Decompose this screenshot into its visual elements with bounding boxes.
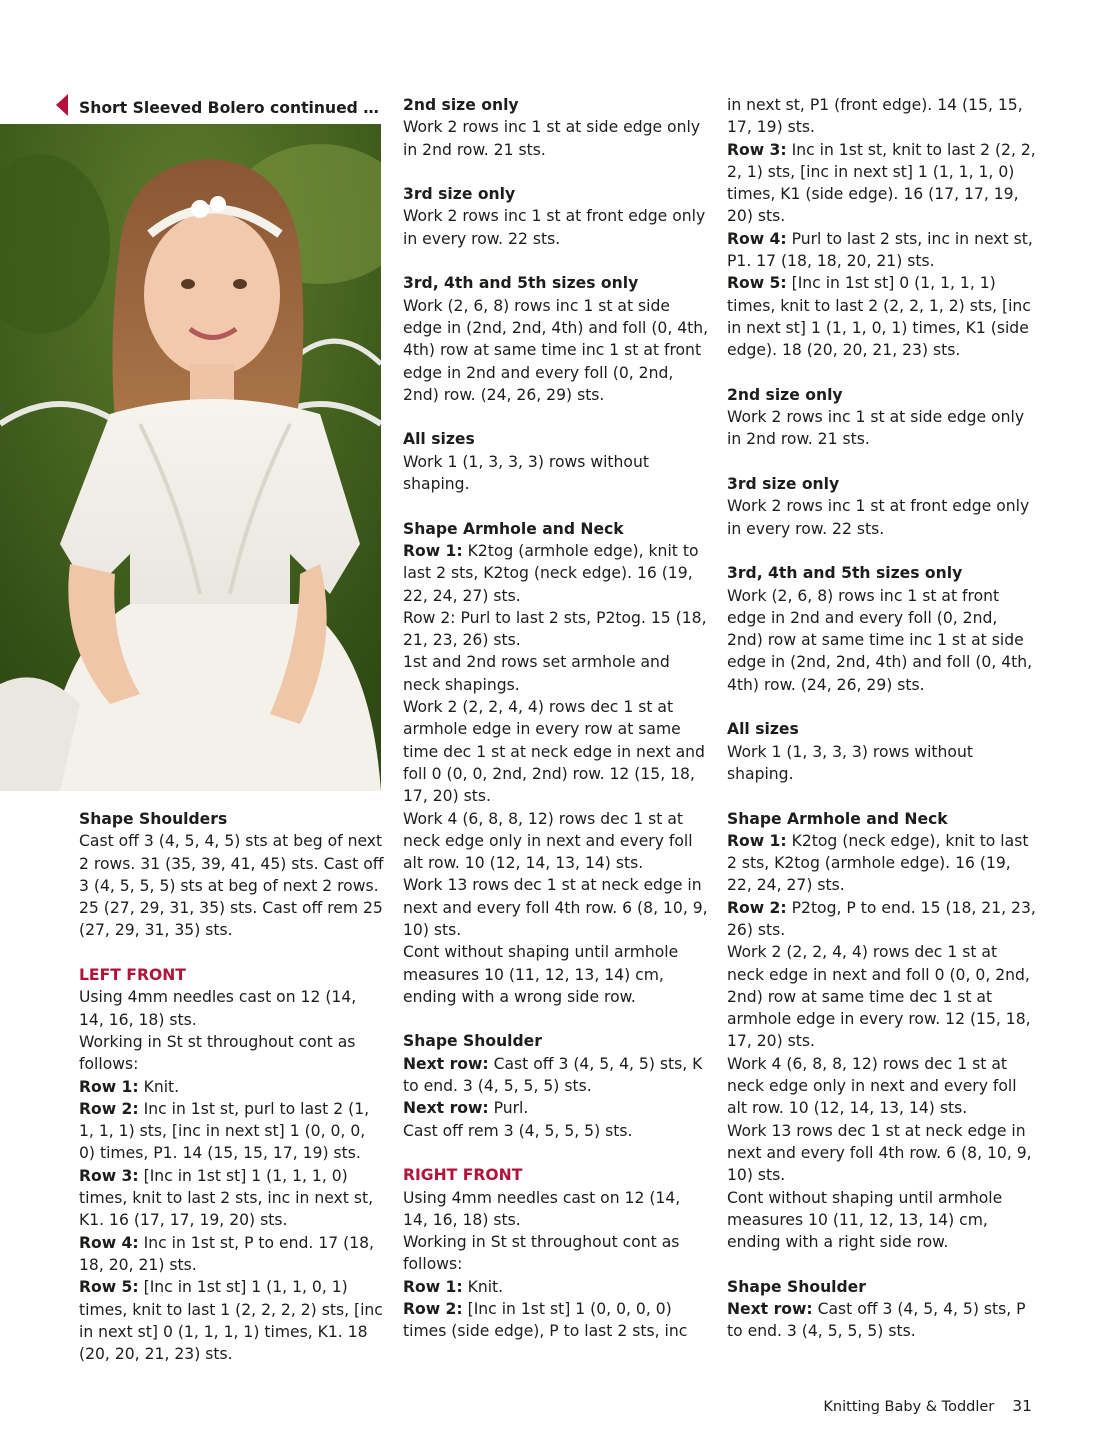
- armhole-work4-text: Work 4 (6, 8, 8, 12) rows dec 1 st at neck edge only in next and every foll alt row. 10 (12, 14, 13, 14) sts.: [403, 809, 693, 873]
- rf-armhole-work4-text: Work 4 (6, 8, 8, 12) rows dec 1 st at neck edge only in next and every foll alt row. 10 (12, 14, 13, 14) sts.: [727, 1054, 1017, 1118]
- shape-shoulder-heading: Shape Shoulder: [403, 1032, 542, 1051]
- rf-armhole-row-2-label: Row 2:: [727, 898, 787, 917]
- rf-size-345-section: [727, 562, 1037, 696]
- shape-shoulders-heading: Shape Shoulders: [79, 810, 228, 828]
- row-3-text: [Inc in 1st st] 1 (1, 1, 1, 0) times, knit to last 2 sts, inc in next st, K1. 16 (17, 17, 19, 20) sts.: [79, 1166, 374, 1230]
- size-2-section: [403, 94, 709, 161]
- row-4-text: Inc in 1st st, P to end. 17 (18, 18, 20, 21) sts.: [79, 1233, 375, 1274]
- rf-armhole-row-1-label: Row 1:: [727, 831, 787, 850]
- armhole-row-2-text: Row 2: Purl to last 2 sts, P2tog. 15 (18, 21, 23, 26) sts.: [403, 608, 707, 650]
- rf-armhole-work2-text: Work 2 (2, 2, 4, 4) rows dec 1 st at neck edge in next and foll 0 (0, 0, 2nd, 2nd) row at same time dec 1 st at armhole edge in every row. 12 (15, 18, 17, 20) sts.: [727, 943, 1031, 1051]
- size-345-text: Work (2, 6, 8) rows inc 1 st at side edge in (2nd, 2nd, 4th) and foll (0, 4th, 4th) row at same time inc 1 st at front edge in 2nd and every foll (0, 2nd, 2nd) row. (24, 26, 29) sts.: [403, 296, 709, 404]
- page-number: 31: [1012, 1397, 1032, 1415]
- all-sizes-heading: All sizes: [403, 430, 475, 449]
- rf-shape-armhole-heading: Shape Armhole and Neck: [727, 809, 948, 828]
- rf-armhole-row-1-text: K2tog (neck edge), knit to last 2 sts, K2tog (armhole edge). 16 (19, 22, 24, 27) sts.: [727, 831, 1029, 895]
- size-2-heading: 2nd size only: [403, 96, 519, 114]
- rf-all-sizes-text: Work 1 (1, 3, 3, 3) rows without shaping.: [727, 742, 973, 783]
- right-front-section: [403, 1164, 709, 1342]
- armhole-work2-text: Work 2 (2, 2, 4, 4) rows dec 1 st at armhole edge in every row at same time dec 1 st at neck edge in next and foll 0 (0, 0, 2nd, 2nd) row. 12 (15, 18, 17, 20) sts.: [403, 698, 705, 806]
- rf-size-3-section: [727, 473, 1037, 540]
- rf-row-5-text: [Inc in 1st st] 0 (1, 1, 1, 1) times, knit to last 2 (2, 2, 1, 2) sts, [inc in next st] 1 (1, 1, 0, 1) times, K1 (side edge). 18 (20, 20, 21, 23) sts.: [727, 274, 1031, 360]
- rf-continued-text: in next st, P1 (front edge). 14 (15, 15, 17, 19) sts.: [727, 96, 1023, 137]
- left-front-heading: LEFT FRONT: [79, 966, 186, 985]
- rf-shape-shoulder-section: [727, 1276, 1037, 1343]
- size-345-heading: 3rd, 4th and 5th sizes only: [403, 274, 639, 293]
- column-1: [79, 808, 384, 1365]
- rf-row-2-text: [Inc in 1st st] 1 (0, 0, 0, 0) times (side edge), P to last 2 sts, inc: [403, 1300, 688, 1341]
- column-3: [727, 94, 1037, 1343]
- left-front-intro: Using 4mm needles cast on 12 (14, 14, 16, 18) sts.: [79, 988, 357, 1029]
- rf-size-2-section: [727, 384, 1037, 451]
- armhole-cont-text: Cont without shaping until armhole measures 10 (11, 12, 13, 14) cm, ending with a wrong side row.: [403, 943, 679, 1006]
- size-3-section: [403, 183, 709, 250]
- row-1-label: Row 1:: [79, 1077, 139, 1096]
- shape-armhole-section: [403, 518, 709, 1009]
- shape-armhole-heading: Shape Armhole and Neck: [403, 519, 624, 538]
- rf-row-3-label: Row 3:: [727, 140, 787, 159]
- rf-row-4-label: Row 4:: [727, 229, 787, 248]
- rf-shape-armhole-section: [727, 808, 1037, 1254]
- page-footer: [823, 1395, 1032, 1418]
- size-3-heading: 3rd size only: [403, 185, 516, 204]
- rf-all-sizes-heading: All sizes: [727, 720, 799, 739]
- size-2-text: Work 2 rows inc 1 st at side edge only in 2nd row. 21 sts.: [403, 118, 701, 159]
- rf-size-2-heading: 2nd size only: [727, 385, 843, 404]
- rf-armhole-work13-text: Work 13 rows dec 1 st at neck edge in next and every foll 4th row. 6 (8, 10, 9, 10) sts.: [727, 1121, 1032, 1185]
- rf-row-2-label: Row 2:: [403, 1300, 463, 1319]
- rf-row-5-label: Row 5:: [727, 274, 787, 293]
- column-2: [403, 94, 709, 1343]
- all-sizes-text: Work 1 (1, 3, 3, 3) rows without shaping.: [403, 452, 649, 494]
- shape-shoulder-section: [403, 1030, 709, 1141]
- rf-armhole-cont-text: Cont without shaping until armhole measures 10 (11, 12, 13, 14) cm, ending with a right side row.: [727, 1188, 1003, 1252]
- rf-size-3-text: Work 2 rows inc 1 st at front edge only in every row. 22 sts.: [727, 497, 1030, 538]
- continued-title: Short Sleeved Bolero continued …: [79, 99, 379, 117]
- shoulder-next-row-1-label: Next row:: [403, 1054, 489, 1073]
- row-3-label: Row 3:: [79, 1166, 139, 1185]
- row-5-text: [Inc in 1st st] 1 (1, 1, 0, 1) times, knit to last 1 (2, 2, 2, 2) sts, [inc in next st] 0 (1, 1, 1, 1) times, K1. 18 (20, 20, 21, 23) sts.: [79, 1278, 383, 1364]
- shoulder-next-row-2-text: Purl.: [488, 1099, 529, 1118]
- shape-shoulders-section: [79, 808, 384, 942]
- shape-shoulders-text: Cast off 3 (4, 5, 4, 5) sts at beg of next 2 rows. 31 (35, 39, 41, 45) sts. Cast off 3 (4, 5, 5, 5) sts at beg of next 2 rows. 25 (27, 29, 31, 35) sts. Cast off rem 25 (27, 29, 31, 35) sts.: [79, 832, 384, 940]
- left-front-working: Working in St st throughout cont as follows:: [79, 1032, 356, 1074]
- photo-girl-in-white-bolero: [0, 124, 381, 791]
- row-2-label: Row 2:: [79, 1099, 139, 1118]
- photo-illustration: [0, 124, 381, 791]
- back-triangle-icon: [56, 94, 68, 116]
- armhole-set-text: 1st and 2nd rows set armhole and neck shapings.: [403, 653, 670, 694]
- row-4-label: Row 4:: [79, 1233, 139, 1252]
- rf-row-1-text: Knit.: [462, 1277, 504, 1296]
- rf-shape-shoulder-heading: Shape Shoulder: [727, 1277, 866, 1296]
- rf-size-3-heading: 3rd size only: [727, 475, 840, 494]
- size-3-text: Work 2 rows inc 1 st at front edge only in every row. 22 sts.: [403, 207, 706, 248]
- row-2-text: Inc in 1st st, purl to last 2 (1, 1, 1, 1) sts, [inc in next st] 1 (0, 0, 0, 0) times, P1. 14 (15, 15, 17, 19) sts.: [79, 1099, 370, 1163]
- rf-row-3-text: Inc in 1st st, knit to last 2 (2, 2, 2, 1) sts, [inc in next st] 1 (1, 1, 1, 0) times, K1 (side edge). 16 (17, 17, 19, 20) sts.: [727, 140, 1036, 226]
- row-1-text: Knit.: [138, 1077, 180, 1096]
- rf-shoulder-next-row-label: Next row:: [727, 1300, 813, 1319]
- rf-row-4-text: Purl to last 2 sts, inc in next st, P1. 17 (18, 18, 20, 21) sts.: [727, 229, 1033, 271]
- left-front-section: [79, 964, 384, 1365]
- rf-size-345-text: Work (2, 6, 8) rows inc 1 st at front edge in 2nd and every foll (0, 2nd, 2nd) row at same time inc 1 st at side edge in (2nd, 2nd, 4th) and foll (0, 4th, 4th) row. (24, 26, 29) sts.: [727, 586, 1033, 694]
- right-front-working: Working in St st throughout cont as follows:: [403, 1233, 680, 1274]
- publication-name: Knitting Baby & Toddler: [823, 1399, 995, 1415]
- all-sizes-section: [403, 428, 709, 495]
- row-5-label: Row 5:: [79, 1278, 139, 1297]
- armhole-row-1-label: Row 1:: [403, 541, 463, 560]
- rf-size-2-text: Work 2 rows inc 1 st at side edge only in 2nd row. 21 sts.: [727, 408, 1025, 449]
- shoulder-cast-off-text: Cast off rem 3 (4, 5, 5, 5) sts.: [403, 1121, 633, 1140]
- armhole-work13-text: Work 13 rows dec 1 st at neck edge in next and every foll 4th row. 6 (8, 10, 9, 10) sts.: [403, 876, 708, 939]
- size-345-section: [403, 272, 709, 406]
- rf-size-345-heading: 3rd, 4th and 5th sizes only: [727, 564, 963, 583]
- shoulder-next-row-1-text: Cast off 3 (4, 5, 4, 5) sts, K to end. 3 (4, 5, 5, 5) sts.: [403, 1054, 703, 1096]
- armhole-row-1-text: K2tog (armhole edge), knit to last 2 sts, K2tog (neck edge). 16 (19, 22, 24, 27) sts.: [403, 541, 699, 605]
- rf-armhole-row-2-text: P2tog, P to end. 15 (18, 21, 23, 26) sts.: [727, 898, 1036, 939]
- shoulder-next-row-2-label: Next row:: [403, 1099, 489, 1118]
- right-front-heading: RIGHT FRONT: [403, 1166, 523, 1185]
- continued-header: [56, 94, 379, 116]
- rf-all-sizes-section: [727, 718, 1037, 785]
- rf-continued-section: [727, 94, 1037, 362]
- rf-row-1-label: Row 1:: [403, 1277, 463, 1296]
- rf-shoulder-next-row-text: Cast off 3 (4, 5, 4, 5) sts, P to end. 3 (4, 5, 5, 5) sts.: [727, 1300, 1026, 1341]
- right-front-intro: Using 4mm needles cast on 12 (14, 14, 16, 18) sts.: [403, 1188, 681, 1229]
